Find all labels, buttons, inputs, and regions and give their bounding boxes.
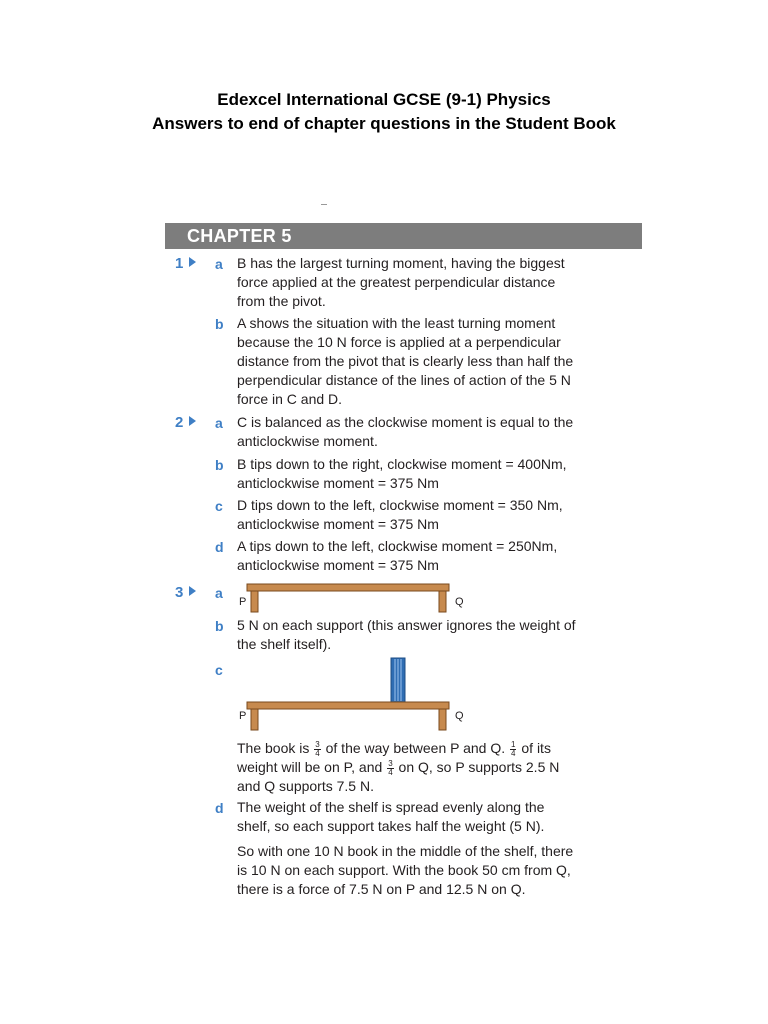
question-1a-answer: B has the largest turning moment, having the biggest force applied at the greatest perpendicular distance from the pivot. xyxy=(237,255,565,309)
scan-mark xyxy=(321,204,327,205)
question-3d-label: d xyxy=(215,800,224,816)
question-3c-label: c xyxy=(215,662,223,678)
chapter-heading-bar xyxy=(165,223,642,249)
fraction-one-quarter: $\frac{1}{4}$ xyxy=(511,739,516,758)
question-2c-label: c xyxy=(215,498,223,514)
question-3c-answer: The book is $\frac{3}{4}$ of the way between P and Q. $\frac{1}{4}$ of its weight will be on P, and $\frac{3}{4}$ on Q, so P supports 2.5 N and Q supports 7.5 N. xyxy=(237,739,560,794)
fraction-three-quarters: $\frac{3}{4}$ xyxy=(315,739,320,758)
question-2a-answer: C is balanced as the clockwise moment is equal to the anticlockwise moment. xyxy=(237,414,574,449)
question-3-number: 3 xyxy=(175,584,196,601)
label-p: P xyxy=(239,596,247,608)
document-title-line-2: Answers to end of chapter questions in the Student Book xyxy=(152,114,616,133)
question-3b-label: b xyxy=(215,618,224,634)
shelf-diagram-a xyxy=(238,582,463,614)
question-1a-label: a xyxy=(215,256,223,272)
question-3b-answer: 5 N on each support (this answer ignores the weight of the shelf itself). xyxy=(237,617,576,652)
question-2b-label: b xyxy=(215,457,224,473)
label-p: P xyxy=(239,710,247,722)
label-q: Q xyxy=(455,710,464,722)
question-1b-answer: A shows the situation with the least turning moment because the 10 N force is applied at a perpendicular distance from the pivot that is clearly less than half the perpendicular distance of the lines of action of the 5 N force in C and D. xyxy=(237,315,574,407)
question-3d-answer-continued: So with one 10 N book in the middle of the shelf, there is 10 N on each support. With the book 50 cm from Q, there is a force of 7.5 N on P and 12.5 N on Q. xyxy=(237,843,574,897)
question-3d-answer: The weight of the shelf is spread evenly along the shelf, so each support takes half the weight (5 N). xyxy=(237,799,545,834)
arrow-icon xyxy=(189,586,196,596)
question-2a-label: a xyxy=(215,415,223,431)
question-2b-answer: B tips down to the right, clockwise moment = 400Nm, anticlockwise moment = 375 Nm xyxy=(237,456,567,491)
arrow-icon xyxy=(189,257,196,267)
support-p xyxy=(251,591,258,612)
support-p xyxy=(251,709,258,730)
document-title-line-1: Edexcel International GCSE (9-1) Physics xyxy=(217,90,551,109)
fraction-three-quarters: $\frac{3}{4}$ xyxy=(388,758,393,777)
question-1b-label: b xyxy=(215,316,224,332)
arrow-icon xyxy=(189,416,196,426)
shelf-board xyxy=(247,584,449,591)
support-q xyxy=(439,709,446,730)
question-3a-label: a xyxy=(215,585,223,601)
question-1-number: 1 xyxy=(175,255,196,272)
shelf-board xyxy=(247,702,449,709)
question-2d-label: d xyxy=(215,539,224,555)
question-2d-answer: A tips down to the left, clockwise moment = 250Nm, anticlockwise moment = 375 Nm xyxy=(237,538,558,573)
label-q: Q xyxy=(455,596,464,608)
support-q xyxy=(439,591,446,612)
shelf-diagram-c xyxy=(238,656,463,732)
chapter-heading: CHAPTER 5 xyxy=(187,226,292,246)
question-2c-answer: D tips down to the left, clockwise moment = 350 Nm, anticlockwise moment = 375 Nm xyxy=(237,497,563,532)
question-2-number: 2 xyxy=(175,414,196,431)
